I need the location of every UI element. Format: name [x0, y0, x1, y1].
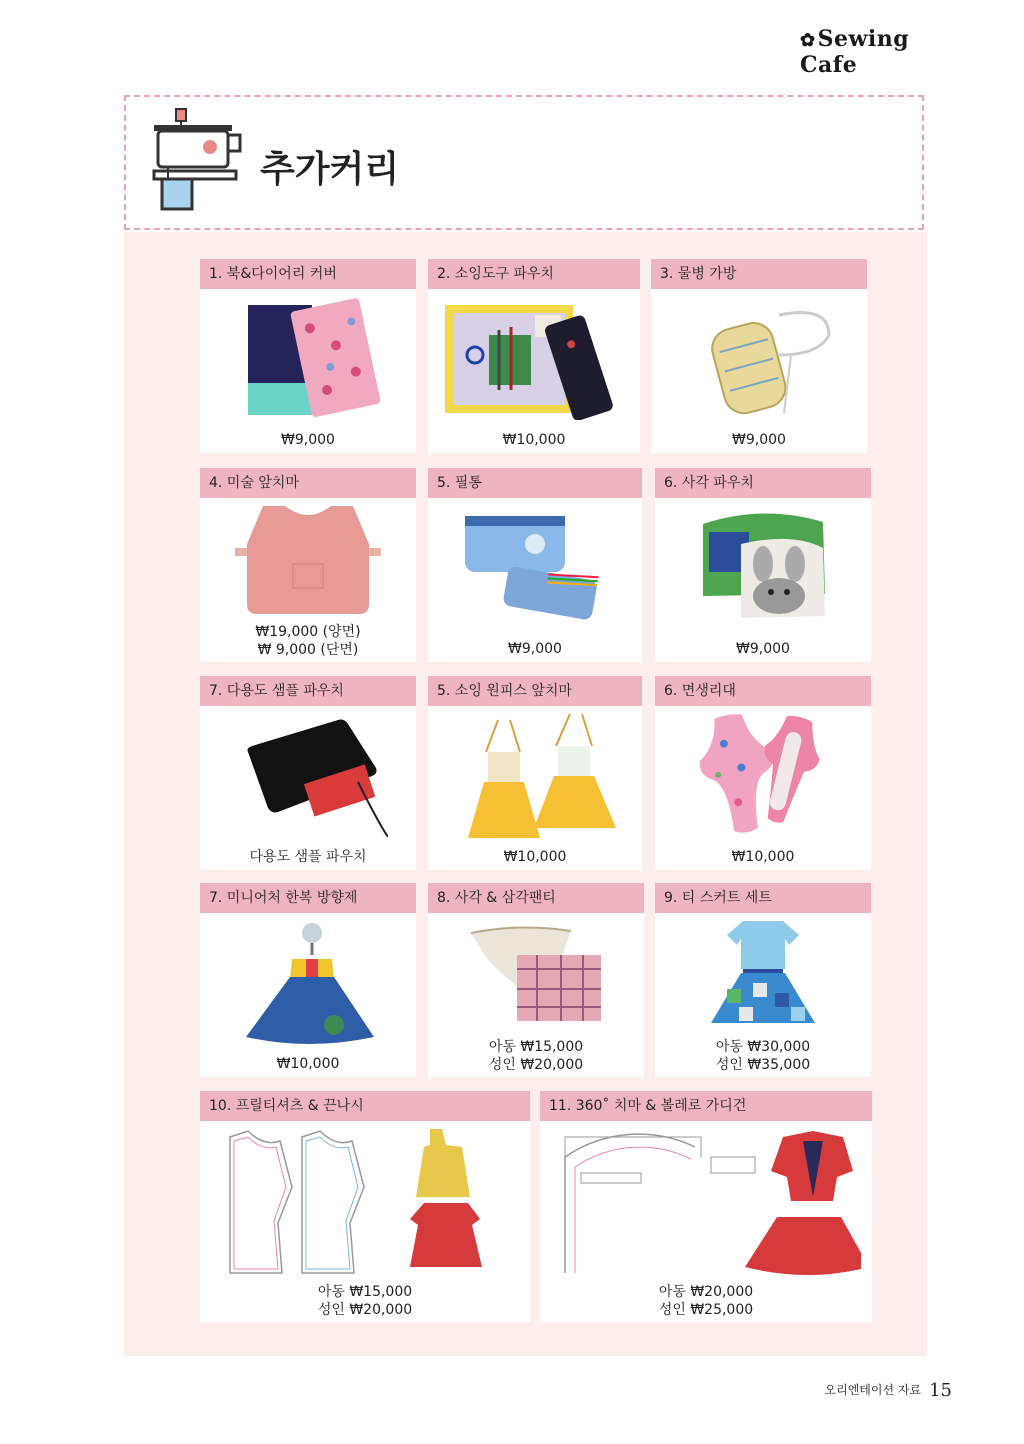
- page-number: 15: [929, 1380, 952, 1401]
- pencil-case-image: [455, 504, 615, 624]
- sanitary-pad-image: [698, 712, 828, 837]
- item-image: [200, 295, 416, 425]
- sewing-pouch-image: [439, 295, 629, 420]
- item-title: 8. 사각 & 삼각팬티: [428, 883, 644, 913]
- item-card: [200, 259, 416, 453]
- item-title: 7. 다용도 샘플 파우치: [200, 676, 416, 706]
- t-skirt-set-image: [703, 919, 823, 1027]
- page-footer: [825, 1380, 952, 1401]
- item-title: 11. 360˚ 치마 & 볼레로 가디건: [540, 1091, 872, 1121]
- item-price: ₩10,000: [731, 849, 795, 865]
- item-title: 2. 소잉도구 파우치: [428, 259, 640, 289]
- item-price: ₩19,000 (양면) ₩ 9,000 (단면): [255, 624, 361, 658]
- item-image: [200, 712, 416, 837]
- title-header: [124, 95, 924, 230]
- footer-label: 오리엔테이션 자료: [824, 1383, 922, 1397]
- book-cover-image: [228, 295, 388, 425]
- item-price: ₩10,000: [276, 1056, 340, 1072]
- item-card: [200, 468, 416, 662]
- brand-text: Sewing Cafe: [800, 26, 910, 78]
- item-image: [655, 504, 871, 624]
- item-image: [655, 712, 871, 837]
- brand-logo: ✿Sewing Cafe: [800, 26, 910, 78]
- item-card: [655, 883, 871, 1077]
- item-card: [428, 676, 642, 870]
- bottle-bag-image: [679, 295, 839, 420]
- item-card: [200, 883, 416, 1077]
- item-card: [540, 1091, 872, 1322]
- item-image: [428, 919, 644, 1031]
- item-card: [428, 468, 642, 662]
- item-price: ₩9,000: [281, 432, 335, 448]
- page-title: 추가커리: [260, 149, 400, 190]
- square-pouch-image: [683, 504, 843, 624]
- item-title: 4. 미술 앞치마: [200, 468, 416, 498]
- circle-skirt-bolero-image: [551, 1127, 861, 1277]
- item-title: 7. 미니어처 한복 방향제: [200, 883, 416, 913]
- item-card: [655, 676, 871, 870]
- art-apron-image: [233, 504, 383, 619]
- item-image: [200, 1127, 530, 1277]
- item-title: 1. 북&다이어리 커버: [200, 259, 416, 289]
- item-price: 아동 ₩30,000 성인 ₩35,000: [715, 1039, 811, 1073]
- item-title: 10. 프릴티셔츠 & 끈나시: [200, 1091, 530, 1121]
- onepiece-apron-image: [450, 712, 620, 840]
- item-image: [540, 1127, 872, 1277]
- item-image: [200, 919, 416, 1049]
- item-title: 5. 필통: [428, 468, 642, 498]
- item-price: ₩10,000: [503, 849, 567, 865]
- item-price: 아동 ₩15,000 성인 ₩20,000: [317, 1284, 413, 1318]
- frill-shirt-pattern-image: [220, 1127, 510, 1277]
- item-image: [200, 504, 416, 619]
- item-price: 아동 ₩20,000 성인 ₩25,000: [658, 1284, 754, 1318]
- item-image: [428, 712, 642, 840]
- item-card: [651, 259, 867, 453]
- item-price: 아동 ₩15,000 성인 ₩20,000: [488, 1039, 584, 1073]
- item-image: [428, 504, 642, 624]
- item-card: [200, 1091, 530, 1322]
- item-card: [655, 468, 871, 662]
- hanbok-sachet-image: [238, 919, 378, 1049]
- item-image: [428, 295, 640, 420]
- item-title: 5. 소잉 원피스 앞치마: [428, 676, 642, 706]
- item-price: ₩10,000: [502, 432, 566, 448]
- item-price: ₩9,000: [736, 641, 790, 657]
- item-price: ₩9,000: [508, 641, 562, 657]
- item-card: [428, 259, 640, 453]
- item-card: [200, 676, 416, 870]
- sample-pouch-image: [228, 712, 388, 837]
- item-price: ₩9,000: [732, 432, 786, 448]
- item-title: 3. 물병 가방: [651, 259, 867, 289]
- underwear-image: [461, 919, 611, 1031]
- item-card: [428, 883, 644, 1077]
- item-image: [651, 295, 867, 420]
- sewing-machine-icon: [148, 107, 244, 213]
- item-title: 9. 티 스커트 세트: [655, 883, 871, 913]
- item-price: 다용도 샘플 파우치: [249, 849, 367, 865]
- item-image: [655, 919, 871, 1027]
- item-title: 6. 면생리대: [655, 676, 871, 706]
- item-title: 6. 사각 파우치: [655, 468, 871, 498]
